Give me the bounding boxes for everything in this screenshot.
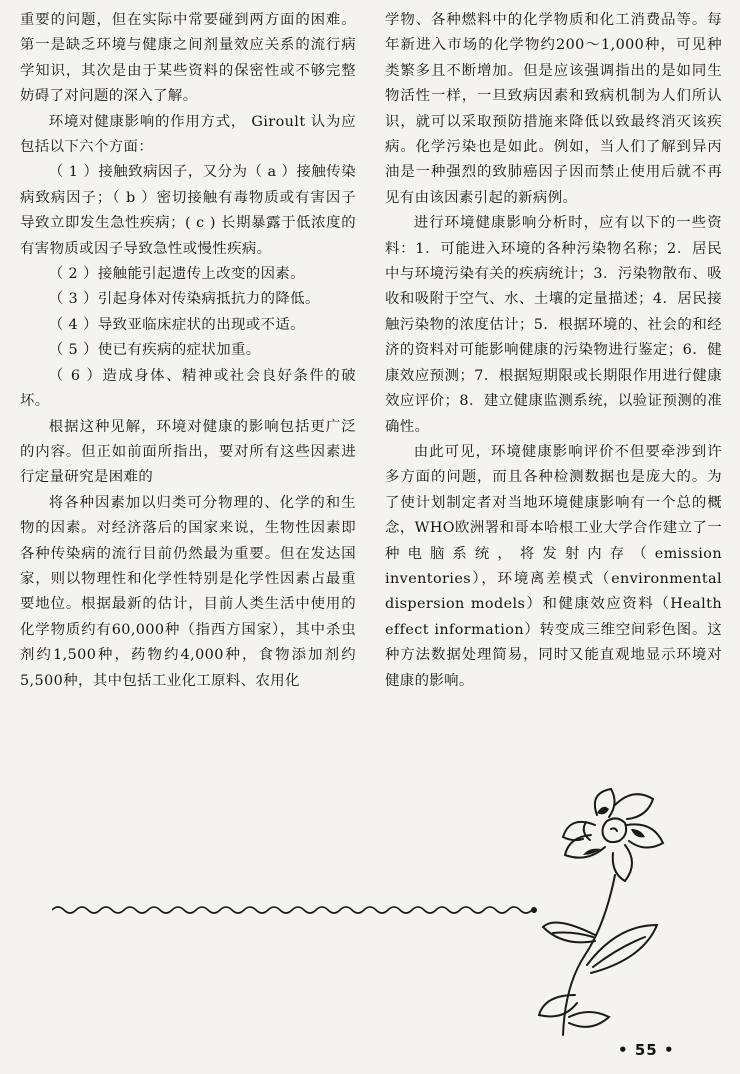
page-number [618,1041,675,1059]
left-column [20,8,356,694]
flower-illustration-icon [535,785,685,1040]
paragraph: （ 1 ）接触致病因子，又分为（ a ）接触传染病致病因子；（ b ）密切接触有毒物质或有害因子导致立即发生急性疾病；( c ) 长期暴露于低浓度的有害物质或因子导致急性或慢性疾病。 [20,164,356,257]
paragraph: （ 6 ）造成身体、精神或社会良好条件的破坏。 [20,367,356,410]
paragraph: （ 3 ）引起身体对传染病抵抗力的降低。 [48,291,320,308]
paragraph: 根据这种见解，环境对健康的影响包括更广泛的内容。但正如前面所指出，要对所有这些因素进行定量研究是困难的 [20,418,356,486]
paragraph: 将各种因素加以归类可分物理的、化学的和生物的因素。对经济落后的国家来说，生物性因素即各种传染病的流行目前仍然最为重要。但在发达国家，则以物理性和化学性特别是化学性因素占最重要地位。根据最新的估计，目前人类生活中使用的化学物质约有60,000种（指西方国家），其中杀虫剂约1,500种，药物约4,000种，食物添加剂约5,500种，其中包括工业化工原料、农用化 [20,494,356,689]
paragraph: （ 4 ）导致亚临床症状的出现或不适。 [48,316,305,333]
page-number-text: 55 [634,1041,658,1059]
paragraph: （ 5 ）使已有疾病的症状加重。 [48,342,261,359]
paragraph: 重要的问题，但在实际中常要碰到两方面的困难。第一是缺乏环境与健康之间剂量效应关系的流行病学知识，其次是由于某些资料的保密性或不够完整妨碍了对问题的深入了解。 [20,12,356,105]
bullet-dot: • [663,1041,675,1059]
paragraph: 由此可见，环境健康影响评价不但要牵涉到许多方面的问题，而且各种检测数据也是庞大的。为了使计划制定者对当地环境健康影响有一个总的概念，WHO欧洲署和哥本哈根工业大学合作建立了一种电脑系统，将发射内存（emission inventories），环境离差模式（environmental dispersion models）和健康效应资料（Health effect information）转变成三维空间彩色图。这种方法数据处理简易，同时又能直观地显示环境对健康的影响。 [385,443,722,689]
right-column [385,8,722,694]
paragraph: （ 2 ）接触能引起遗传上改变的因素。 [48,266,305,283]
paragraph: 环境对健康影响的作用方式， Giroult 认为应包括以下六个方面： [20,113,356,156]
decorative-wave-rule [52,902,542,918]
bullet-dot: • [618,1041,629,1059]
paragraph: 进行环境健康影响分析时，应有以下的一些资料：1．可能进入环境的各种污染物名称；2．居民中与环境污染有关的疾病统计；3．污染物散布、吸收和吸附于空气、水、土壤的定量描述；4．居民接触污染物的浓度估计；5．根据环境的、社会的和经济的资料对可能影响健康的污染物进行鉴定；6．健康效应预测；7．根据短期限或长期限作用进行健康效应评价；8．建立健康监测系统，以验证预测的准确性。 [385,215,722,435]
paragraph: 学物、各种燃料中的化学物质和化工消费品等。每年新进入市场的化学物约200～1,000种，可见种类繁多且不断增加。但是应该强调指出的是如同生物活性一样，一旦致病因素和致病机制为人们所认识，就可以采取预防措施来降低以致最终消灭该疾病。化学污染也是如此。例如，当人们了解到异丙油是一种强烈的致肺癌因子因而禁止使用后就不再见有由该因素引起的新病例。 [385,12,722,206]
